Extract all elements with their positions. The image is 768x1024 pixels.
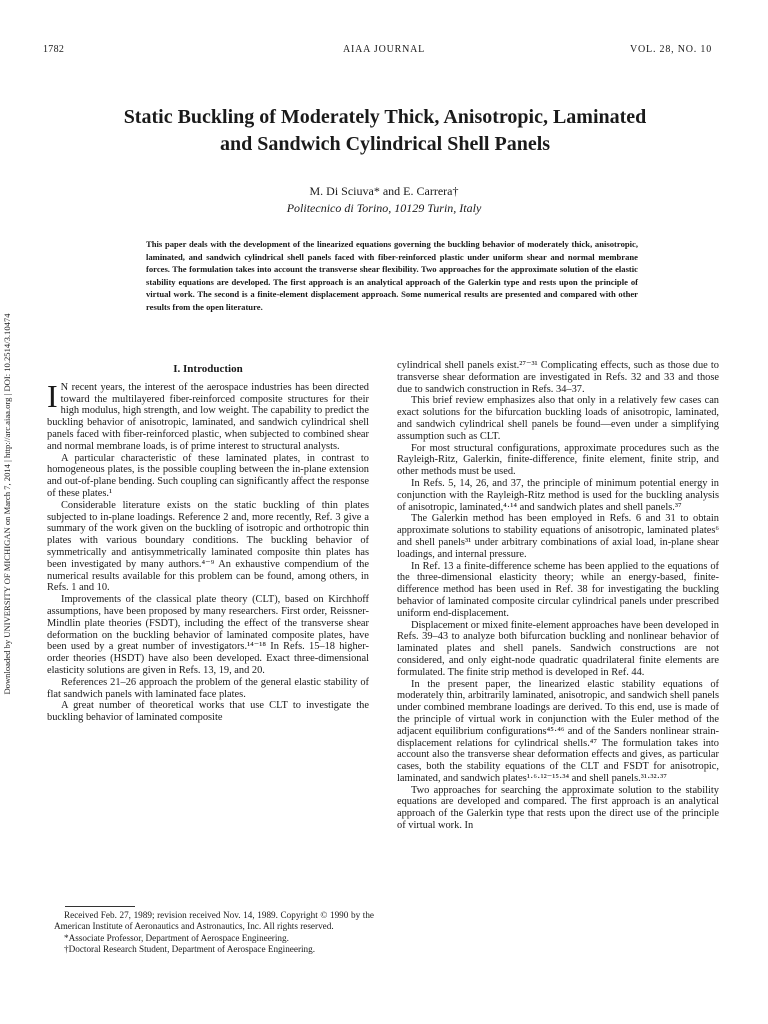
section-heading: I. Introduction bbox=[173, 363, 243, 375]
footnotes bbox=[54, 910, 374, 956]
volume-issue: VOL. 28, NO. 10 bbox=[630, 44, 712, 55]
paragraph: The Galerkin method has been employed in Refs. 6 and 31 to obtain approximate solutions to stability equations of anisotropic, laminated plates⁶ and shell panels³¹ under arbitrary combinations of axial load, in-plane shear loadings, and internal pressure. bbox=[397, 513, 719, 560]
paragraph: cylindrical shell panels exist.²⁷⁻³¹ Complicating effects, such as those due to transverse shear deformation are investigated in Refs. 32 and 33 and those due to sandwich construction in Refs. 34–37. bbox=[397, 360, 719, 395]
paragraph: A great number of theoretical works that use CLT to investigate the buckling behavior of laminated composite bbox=[47, 700, 369, 724]
author-names: M. Di Sciuva* and E. Carrera† bbox=[309, 184, 459, 198]
title-line-1: Static Buckling of Moderately Thick, Anisotropic, Laminated bbox=[123, 106, 647, 128]
paragraph: Considerable literature exists on the static buckling of thin plates subjected to in-plane loadings. Reference 2 and, more recently, Ref. 3 give a summary of the work given on the buckling of isotropic and orthotropic thin plates with various boundary conditions. The buckling behavior of symmetrically and antisymmetrically laminated composite thin plates has been investigated by many authors.⁴⁻⁹ An exhaustive compendium of the numerical results available for this problem can be found, among others, in Refs. 1 and 10. bbox=[47, 499, 369, 594]
author-block bbox=[0, 183, 768, 217]
left-column bbox=[47, 360, 369, 724]
affiliation: Politecnico di Torino, 10129 Turin, Italy bbox=[286, 201, 482, 215]
intro-paragraph bbox=[47, 377, 369, 453]
journal-name: AIAA JOURNAL bbox=[342, 44, 426, 55]
paragraph: In the present paper, the linearized elastic stability equations of moderately thin, arbitrarily laminated, anisotropic, and sandwich shell panels under combined membrane loadings are derived. To this end, use is made of the principle of virtual work in conjunction with the Euler method of the adjacent equilibrium configurations⁴⁵·⁴⁶ and of the Sanders nonlinear strain-displacement relations for cylindrical shells.⁴⁷ The formulation takes into account also the transverse shear deformation effects and gives, as particular cases, both the stability equations of the CLT and FSDT for anisotropic, laminated, and sandwich plates¹·⁶·¹²⁻¹⁵·³⁴ and shell panels.³¹·³²·³⁷ bbox=[397, 678, 719, 784]
paragraph: For most structural configurations, approximate procedures such as the Rayleigh-Ritz, Galerkin, finite-difference, finite element, finite strip, and other methods must be used. bbox=[397, 442, 719, 478]
paragraph: Two approaches for searching the approximate solution to the stability equations are developed and compared. The first approach is an analytical approach of the Galerkin type that rests upon the direct use of the principle of virtual work. In bbox=[397, 784, 719, 832]
download-watermark: Downloaded by UNIVERSITY OF MICHIGAN on March 7, 2014 | http://arc.aiaa.org | DOI: 10.2514/3.10474 bbox=[2, 313, 12, 695]
footnote-divider bbox=[65, 906, 135, 907]
page-number: 1782 bbox=[43, 44, 65, 55]
abstract: This paper deals with the development of the linearized equations governing the buckling behavior of moderately thick, anisotropic, laminated, and sandwich cylindrical shell panels faced with fiber-reinforced plastic under uniform shear and normal membrane forces. The formulation takes into account the transverse shear flexibility. Two approaches for the approximate solution of the elastic stability equations are developed. The first approach is an analytical approach of the Galerkin type and rests upon the principle of virtual work. The second is a finite-element displacement approach. Some numerical results are presented and compared with other results from the open literature. bbox=[146, 239, 638, 312]
paper-title bbox=[40, 104, 730, 158]
footnote-author-1: *Associate Professor, Department of Aerospace Engineering. bbox=[64, 932, 289, 943]
paragraph: A particular characteristic of these laminated plates, in contrast to homogeneous plates, is the possible coupling between the in-plane extension and out-of-plane bending. Such coupling can significantly affect the response of these plates.¹ bbox=[47, 452, 369, 499]
paragraph-text: N recent years, the interest of the aerospace industries has been directed toward the multilayered fiber-reinforced composite structures for their high modulus, high strength, and low weight. The capability to predict the buckling behavior of anisotropic, laminated, and sandwich cylindrical shell panels faced with fiber-reinforced plastic, when subjected to combined shear and normal membrane loads, is of prime interest to structural analysts. bbox=[47, 381, 369, 452]
paragraph: Displacement or mixed finite-element approaches have been developed in Refs. 39–43 to analyze both bifurcation buckling and nonlinear behavior of laminated plates and shell panels. Sandwich constructions are not considered, and only eight-node quadratic quadrilateral finite elements are formulated. The finite strip method is developed in Ref. 44. bbox=[397, 619, 719, 678]
paragraph: This brief review emphasizes also that only in a relatively few cases can exact solutions for the bifurcation buckling loads of anisotropic, laminated, and sandwich cylindrical shell panels be found—even under a simplifying assumption such as CLT. bbox=[397, 395, 719, 442]
footnote-received: Received Feb. 27, 1989; revision received Nov. 14, 1989. Copyright © 1990 by the American Institute of Aeronautics and Astronautics, Inc. All rights reserved. bbox=[54, 910, 374, 932]
paragraph: In Refs. 5, 14, 26, and 37, the principle of minimum potential energy in conjunction with the Rayleigh-Ritz method is used for the buckling analysis of anisotropic, laminated,⁴·¹⁴ and sandwich plates and shell panels.³⁷ bbox=[397, 477, 719, 513]
footnote-author-2: †Doctoral Research Student, Department of Aerospace Engineering. bbox=[64, 944, 316, 955]
right-column bbox=[397, 360, 719, 832]
paragraph: In Ref. 13 a finite-difference scheme has been applied to the equations of the three-dimensional elasticity theory; while an energy-based, finite-difference method has been used in Ref. 38 for investigating the buckling behavior of laminated composite circular cylindrical panels under prescribed uniform end-displacement. bbox=[397, 560, 719, 619]
title-line-2: and Sandwich Cylindrical Shell Panels bbox=[219, 133, 551, 155]
paragraph: References 21–26 approach the problem of the general elastic stability of flat sandwich panels with laminated face plates. bbox=[47, 676, 369, 700]
paragraph: Improvements of the classical plate theory (CLT), based on Kirchhoff assumptions, have been proposed by many researchers. First order, Reissner-Mindlin plate theories (FSDT), including the effect of the transverse shear deformation on the buckling behavior of laminated composite plates, have been used by a great number of investigators.¹⁴⁻¹⁸ In Refs. 15–18 higher-order theories (HSDT) have also been developed. Exact three-dimensional elasticity solutions are given in Refs. 13, 19, and 20. bbox=[47, 594, 369, 676]
drop-cap: I bbox=[47, 377, 58, 414]
